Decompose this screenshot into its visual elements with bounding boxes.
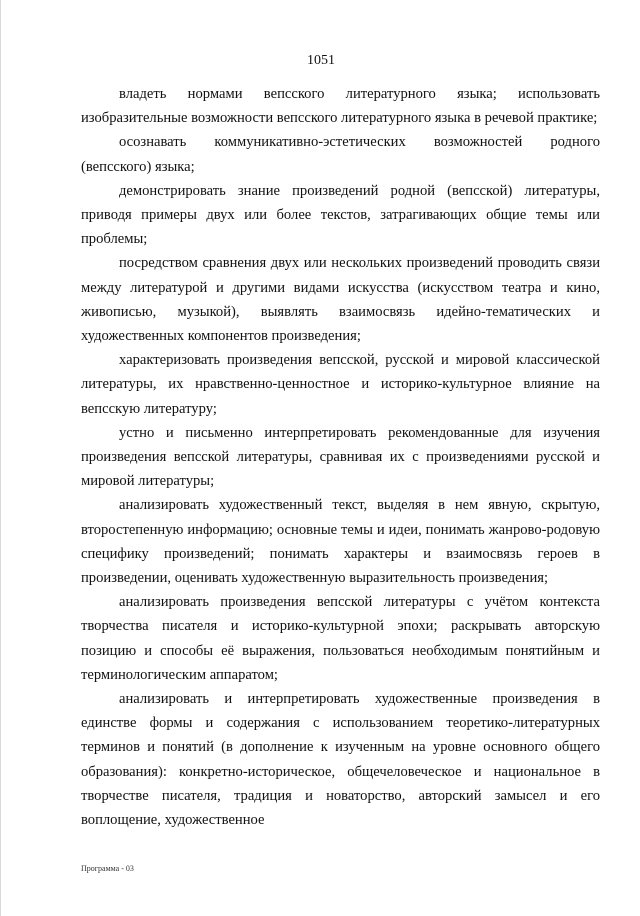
page-number: 1051 [307,53,335,68]
paragraph: анализировать и интерпретировать художественные произведения в единстве формы и содержания с использованием теоретико-литературных терминов и понятий (в дополнение к изученным на уровне основного общего образования): конкретно-историческое, общечеловеческое и национальное в творчестве писателя, традиция и новаторство, авторский замысел и его воплощение, художественное [81,691,600,829]
paragraph: анализировать произведения вепсской литературы с учётом контекста творчества писателя и историко-культурной эпохи; раскрывать авторскую позицию и способы её выражения, пользоваться необходимым понятийным и терминологическим аппаратом; [81,594,600,683]
paragraph: демонстрировать знание произведений родной (вепсской) литературы, приводя примеры двух или более текстов, затрагивающих общие темы или проблемы; [81,182,600,248]
paragraph: анализировать художественный текст, выделяя в нем явную, скрытую, второстепенную информацию; основные темы и идеи, понимать жанрово-родовую специфику произведений; понимать характеры и взаимосвязь героев в произведении, оценивать художественную выразительность произведения; [81,497,600,587]
footer-note: Программа - 03 [81,864,134,873]
paragraph: характеризовать произведения вепсской, русской и мировой классической литературы, их нравственно-ценностное и историко-культурное влияние на вепсскую литературу; [81,352,600,417]
paragraph: владеть нормами вепсского литературного языка; использовать изобразительные возможности вепсского литературного языка в речевой практике; [81,86,600,127]
body-text [81,82,600,832]
paragraph: осознавать коммуникативно-эстетических возможностей родного (вепсского) языка; [81,134,600,175]
paragraph: посредством сравнения двух или нескольких произведений проводить связи между литературой и другими видами искусства (искусством театра и кино, живописью, музыкой), выявлять взаимосвязь идейно-тематических и художественных компонентов произведения; [81,255,600,345]
paragraph: устно и письменно интерпретировать рекомендованные для изучения произведения вепсской литературы, сравнивая их с произведениями русской и мировой литературы; [81,424,600,490]
